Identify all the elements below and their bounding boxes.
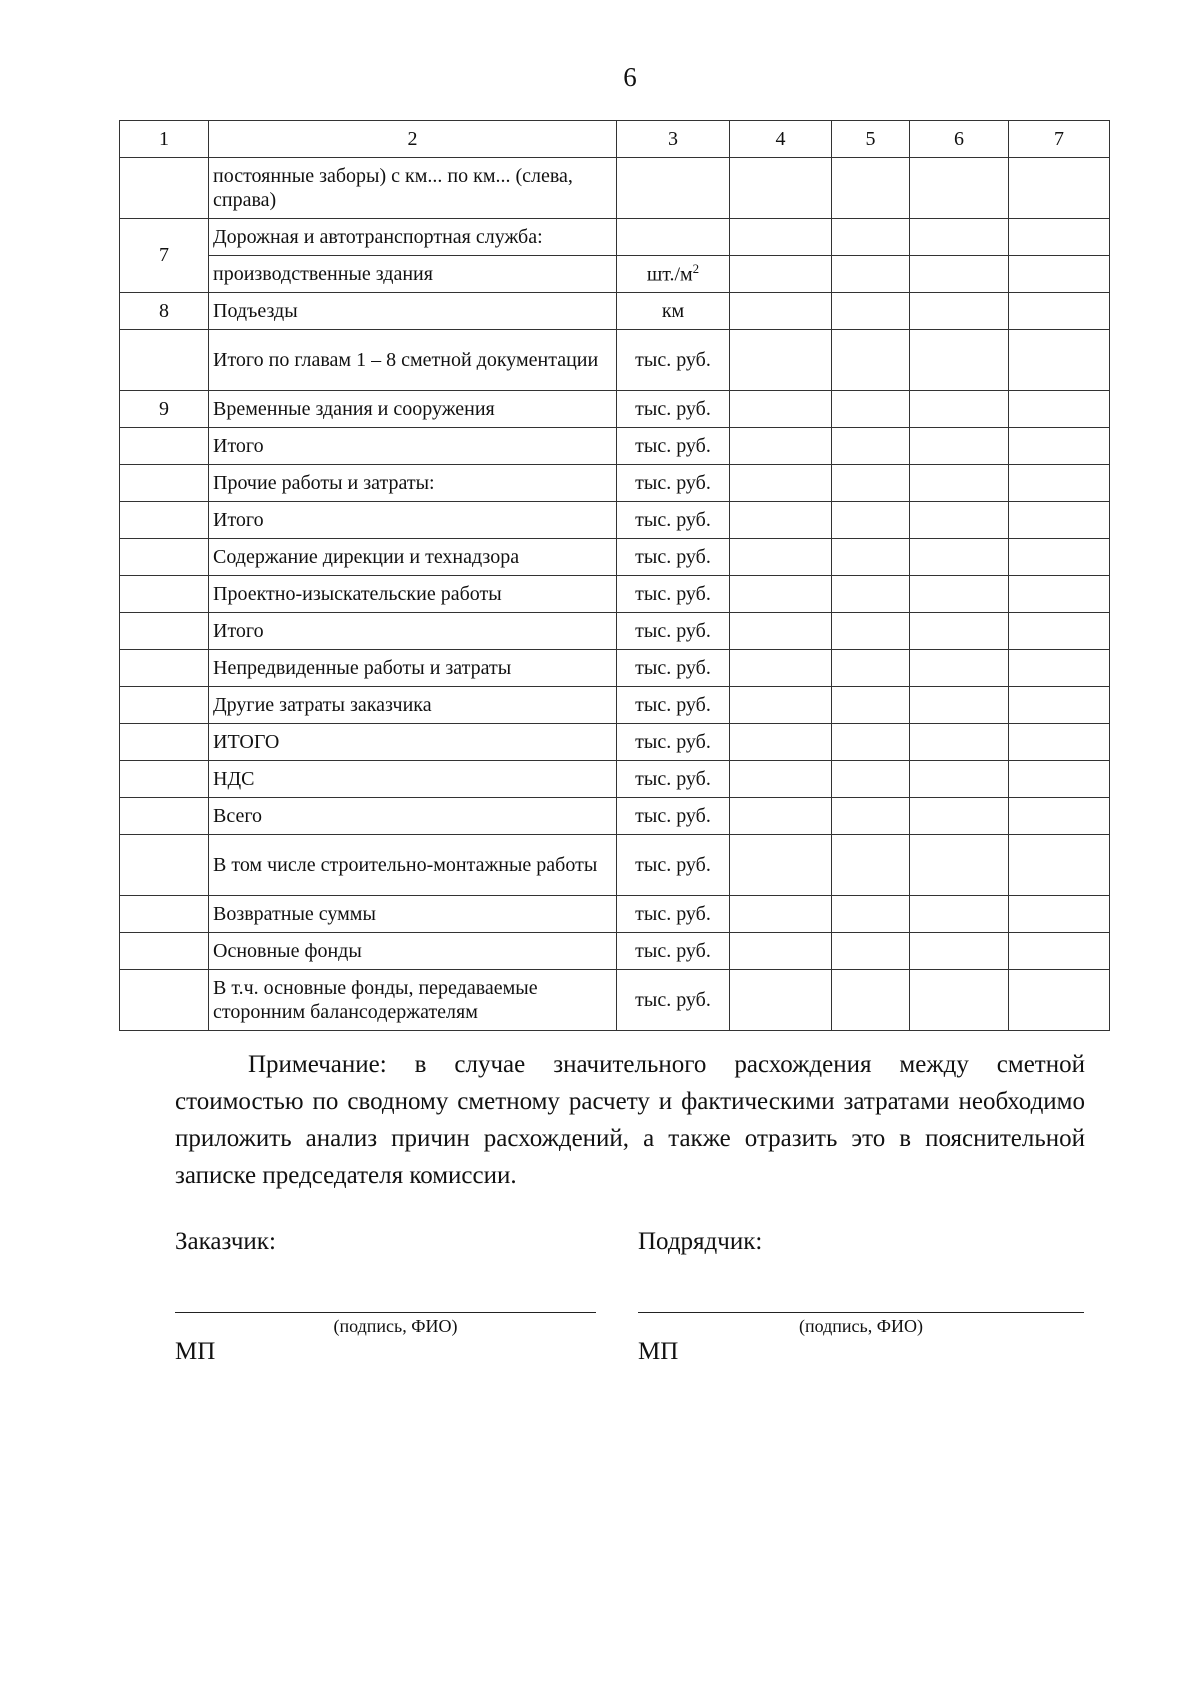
empty-value-cell	[730, 613, 832, 650]
unit-text: тыс. руб.	[635, 471, 711, 494]
empty-value-cell	[832, 256, 910, 293]
row-number-cell	[120, 896, 209, 933]
empty-value-cell	[832, 502, 910, 539]
table-row	[120, 687, 1110, 724]
table-row	[120, 896, 1110, 933]
row-name-cell: Подъезды	[209, 293, 617, 330]
empty-value-cell	[1009, 391, 1110, 428]
unit-text: тыс. руб.	[635, 693, 711, 716]
contractor-stamp-label: МП	[638, 1338, 679, 1365]
empty-value-cell	[910, 428, 1009, 465]
empty-value-cell	[832, 798, 910, 835]
empty-value-cell	[1009, 539, 1110, 576]
row-unit-cell	[617, 428, 730, 465]
row-name-cell: Дорожная и автотранспортная служба:	[209, 219, 617, 256]
row-number-cell	[120, 502, 209, 539]
row-number-cell	[120, 613, 209, 650]
row-unit-cell	[617, 391, 730, 428]
table-row	[120, 293, 1110, 330]
row-number-cell	[120, 330, 209, 391]
header-cell: 1	[120, 121, 209, 158]
row-name-cell: Итого	[209, 613, 617, 650]
empty-value-cell	[832, 465, 910, 502]
empty-value-cell	[1009, 428, 1110, 465]
empty-value-cell	[832, 330, 910, 391]
empty-value-cell	[730, 219, 832, 256]
unit-text: тыс. руб.	[635, 804, 711, 827]
empty-value-cell	[832, 933, 910, 970]
empty-value-cell	[910, 219, 1009, 256]
empty-value-cell	[730, 465, 832, 502]
row-unit-cell	[617, 761, 730, 798]
customer-signature-line	[175, 1312, 596, 1313]
row-number-cell	[120, 465, 209, 502]
row-number-cell	[120, 428, 209, 465]
empty-value-cell	[1009, 256, 1110, 293]
empty-value-cell	[1009, 219, 1110, 256]
row-number-cell	[120, 798, 209, 835]
row-number-cell: 7	[120, 219, 209, 293]
table-row	[120, 798, 1110, 835]
empty-value-cell	[832, 970, 910, 1031]
row-unit-cell	[617, 687, 730, 724]
header-cell: 7	[1009, 121, 1110, 158]
empty-value-cell	[730, 835, 832, 896]
empty-value-cell	[1009, 933, 1110, 970]
header-cell: 5	[832, 121, 910, 158]
table-row	[120, 465, 1110, 502]
empty-value-cell	[1009, 761, 1110, 798]
empty-value-cell	[832, 687, 910, 724]
row-name-cell: В том числе строительно-монтажные работы	[209, 835, 617, 896]
empty-value-cell	[910, 391, 1009, 428]
empty-value-cell	[1009, 330, 1110, 391]
row-name-cell: ИТОГО	[209, 724, 617, 761]
row-name-cell: Содержание дирекции и технадзора	[209, 539, 617, 576]
table-row	[120, 933, 1110, 970]
unit-text: тыс. руб.	[635, 397, 711, 420]
unit-text: тыс. руб.	[635, 853, 711, 876]
empty-value-cell	[730, 798, 832, 835]
row-number-cell	[120, 158, 209, 219]
empty-value-cell	[910, 798, 1009, 835]
row-unit-cell	[617, 724, 730, 761]
row-number-cell	[120, 761, 209, 798]
table-row	[120, 256, 1110, 293]
empty-value-cell	[910, 158, 1009, 219]
empty-value-cell	[910, 576, 1009, 613]
empty-value-cell	[910, 835, 1009, 896]
customer-stamp-label: МП	[175, 1338, 216, 1365]
empty-value-cell	[730, 391, 832, 428]
empty-value-cell	[910, 502, 1009, 539]
empty-value-cell	[730, 539, 832, 576]
contractor-label: Подрядчик:	[638, 1228, 763, 1255]
row-unit-cell	[617, 502, 730, 539]
row-number-cell: 8	[120, 293, 209, 330]
row-unit-cell	[617, 293, 730, 330]
empty-value-cell	[1009, 724, 1110, 761]
row-name-cell: Прочие работы и затраты:	[209, 465, 617, 502]
row-name-cell: Итого	[209, 502, 617, 539]
empty-value-cell	[730, 576, 832, 613]
empty-value-cell	[910, 465, 1009, 502]
empty-value-cell	[832, 158, 910, 219]
row-number-cell	[120, 650, 209, 687]
row-unit-cell	[617, 465, 730, 502]
empty-value-cell	[730, 896, 832, 933]
empty-value-cell	[1009, 465, 1110, 502]
empty-value-cell	[1009, 835, 1110, 896]
empty-value-cell	[730, 761, 832, 798]
empty-value-cell	[910, 650, 1009, 687]
header-cell: 4	[730, 121, 832, 158]
empty-value-cell	[832, 539, 910, 576]
row-unit-cell	[617, 330, 730, 391]
row-number-cell	[120, 576, 209, 613]
row-unit-cell	[617, 933, 730, 970]
empty-value-cell	[832, 835, 910, 896]
empty-value-cell	[730, 502, 832, 539]
table-row	[120, 835, 1110, 896]
table-row	[120, 724, 1110, 761]
table-row	[120, 576, 1110, 613]
row-name-cell: Непредвиденные работы и затраты	[209, 650, 617, 687]
empty-value-cell	[910, 539, 1009, 576]
empty-value-cell	[730, 724, 832, 761]
row-unit-cell	[617, 798, 730, 835]
row-number-cell	[120, 539, 209, 576]
empty-value-cell	[1009, 502, 1110, 539]
table-row	[120, 502, 1110, 539]
row-name-cell: Другие затраты заказчика	[209, 687, 617, 724]
empty-value-cell	[832, 761, 910, 798]
empty-value-cell	[730, 687, 832, 724]
table-row	[120, 970, 1110, 1031]
row-unit-cell	[617, 256, 730, 293]
customer-label: Заказчик:	[175, 1228, 276, 1255]
unit-text: тыс. руб.	[635, 508, 711, 531]
empty-value-cell	[832, 219, 910, 256]
unit-text: тыс. руб.	[635, 988, 711, 1011]
row-unit-cell	[617, 650, 730, 687]
empty-value-cell	[730, 158, 832, 219]
unit-text: тыс. руб.	[635, 582, 711, 605]
empty-value-cell	[832, 650, 910, 687]
empty-value-cell	[910, 896, 1009, 933]
empty-value-cell	[1009, 158, 1110, 219]
row-unit-cell	[617, 896, 730, 933]
empty-value-cell	[832, 391, 910, 428]
empty-value-cell	[1009, 650, 1110, 687]
empty-value-cell	[832, 613, 910, 650]
row-number-cell	[120, 724, 209, 761]
empty-value-cell	[730, 428, 832, 465]
table-row	[120, 650, 1110, 687]
empty-value-cell	[1009, 970, 1110, 1031]
customer-signature-caption: (подпись, ФИО)	[333, 1316, 458, 1336]
row-unit-cell	[617, 835, 730, 896]
unit-text: тыс. руб.	[635, 939, 711, 962]
unit-text: тыс. руб.	[635, 434, 711, 457]
table-row	[120, 158, 1110, 219]
empty-value-cell	[1009, 687, 1110, 724]
unit-text: тыс. руб.	[635, 619, 711, 642]
row-unit-cell	[617, 158, 730, 219]
empty-value-cell	[730, 650, 832, 687]
empty-value-cell	[910, 933, 1009, 970]
unit-text: шт./м	[646, 263, 693, 286]
row-name-cell: НДС	[209, 761, 617, 798]
table-header-row	[120, 121, 1110, 158]
row-number-cell	[120, 835, 209, 896]
row-number-cell	[120, 970, 209, 1031]
contractor-signature-line	[638, 1312, 1084, 1313]
table-row	[120, 330, 1110, 391]
empty-value-cell	[1009, 896, 1110, 933]
empty-value-cell	[832, 896, 910, 933]
table-row	[120, 428, 1110, 465]
table-row	[120, 391, 1110, 428]
unit-text: км	[661, 299, 685, 322]
empty-value-cell	[730, 293, 832, 330]
table-row	[120, 761, 1110, 798]
contractor-signature-caption: (подпись, ФИО)	[799, 1316, 923, 1336]
empty-value-cell	[730, 256, 832, 293]
unit-text: тыс. руб.	[635, 767, 711, 790]
row-unit-cell	[617, 219, 730, 256]
table-row	[120, 219, 1110, 256]
unit-text: тыс. руб.	[635, 545, 711, 568]
empty-value-cell	[910, 330, 1009, 391]
row-name-cell: Итого по главам 1 – 8 сметной документации	[209, 330, 617, 391]
unit-superscript: 2	[692, 261, 700, 277]
empty-value-cell	[910, 724, 1009, 761]
row-number-cell	[120, 687, 209, 724]
empty-value-cell	[832, 724, 910, 761]
row-name-cell: Возвратные суммы	[209, 896, 617, 933]
empty-value-cell	[910, 761, 1009, 798]
empty-value-cell	[832, 293, 910, 330]
row-name-cell: Итого	[209, 428, 617, 465]
row-unit-cell	[617, 970, 730, 1031]
unit-text: тыс. руб.	[635, 730, 711, 753]
cost-table	[119, 120, 1110, 1031]
note-paragraph: Примечание: в случае значительного расхождения между сметной стоимостью по сводному сметному расчету и фактическими затратами необходимо приложить анализ причин расхождений, а также отразить это в пояснительной записке председателя комиссии.	[175, 1051, 1085, 1189]
unit-text: тыс. руб.	[635, 656, 711, 679]
header-cell: 6	[910, 121, 1009, 158]
unit-text: тыс. руб.	[635, 902, 711, 925]
empty-value-cell	[910, 687, 1009, 724]
empty-value-cell	[832, 576, 910, 613]
row-name-cell: Проектно-изыскательские работы	[209, 576, 617, 613]
empty-value-cell	[910, 970, 1009, 1031]
empty-value-cell	[910, 256, 1009, 293]
empty-value-cell	[910, 293, 1009, 330]
row-name-cell: Временные здания и сооружения	[209, 391, 617, 428]
table-row	[120, 613, 1110, 650]
table-body	[120, 158, 1110, 1031]
row-unit-cell	[617, 539, 730, 576]
table-row	[120, 539, 1110, 576]
empty-value-cell	[1009, 798, 1110, 835]
row-number-cell	[120, 933, 209, 970]
empty-value-cell	[1009, 576, 1110, 613]
row-number-cell: 9	[120, 391, 209, 428]
row-name-cell: производственные здания	[209, 256, 617, 293]
header-cell: 2	[209, 121, 617, 158]
row-name-cell: Основные фонды	[209, 933, 617, 970]
empty-value-cell	[1009, 613, 1110, 650]
row-name-cell: В т.ч. основные фонды, передаваемые сторонним балансодержателям	[209, 970, 617, 1031]
empty-value-cell	[1009, 293, 1110, 330]
empty-value-cell	[730, 970, 832, 1031]
row-name-cell: Всего	[209, 798, 617, 835]
empty-value-cell	[910, 613, 1009, 650]
header-cell: 3	[617, 121, 730, 158]
empty-value-cell	[832, 428, 910, 465]
row-unit-cell	[617, 613, 730, 650]
row-unit-cell	[617, 576, 730, 613]
row-name-cell: постоянные заборы) с км... по км... (слева, справа)	[209, 158, 617, 219]
unit-text: тыс. руб.	[635, 348, 711, 371]
empty-value-cell	[730, 330, 832, 391]
page-number: 6	[623, 62, 637, 92]
empty-value-cell	[730, 933, 832, 970]
